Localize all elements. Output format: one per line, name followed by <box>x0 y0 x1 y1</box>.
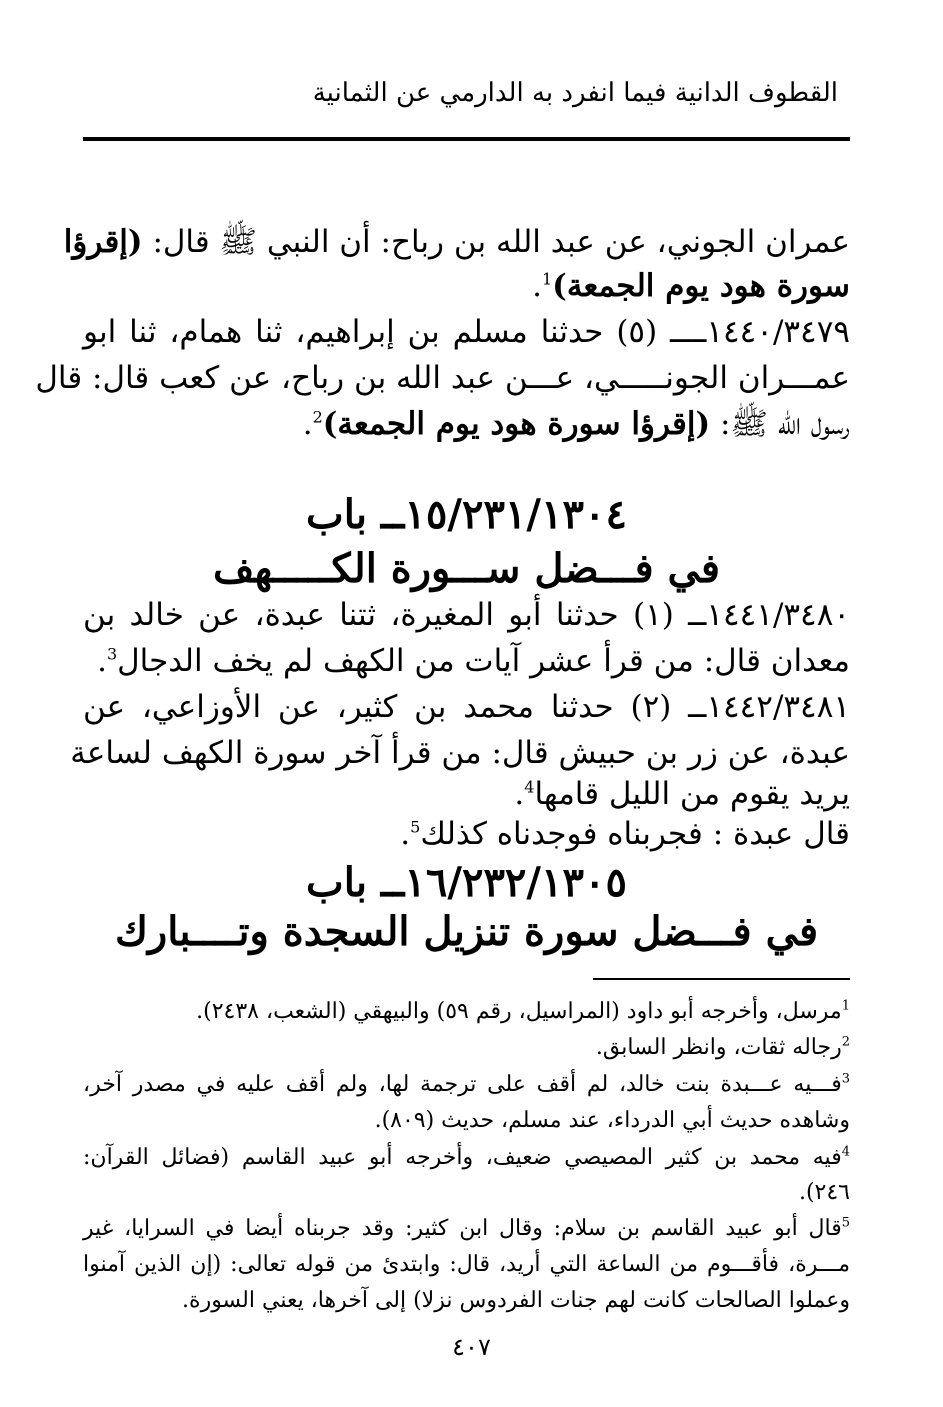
body-line-2 <box>83 264 850 308</box>
body-line-9 <box>70 731 850 775</box>
footnote-marker: 4 <box>524 777 535 797</box>
footnote-marker: 1 <box>541 269 553 289</box>
body-line-7 <box>83 639 850 683</box>
body-line-11 <box>83 812 850 856</box>
text-run: ١٤٤١/٣٤٨٠ــ (١) حدثنا أبو المغيرة، ثتنا عبدة، عن خالد بن <box>83 597 850 633</box>
footnote-4-cont <box>83 1178 850 1208</box>
footnote-text: ٢٤٦). <box>798 1180 850 1205</box>
text-run: . <box>302 406 313 442</box>
header-rule <box>83 137 850 141</box>
text-run: ١٤٤٢/٣٤٨١ــ (٢) حدثنا محمد بن كثير، عن الأوزاعي، عن <box>83 689 850 725</box>
footnote-text: رجاله ثقات، وانظر السابق. <box>595 1035 842 1060</box>
body-line-6 <box>83 593 850 637</box>
footnote-number: 4 <box>841 1144 850 1160</box>
text-run: عمـــران الجونـــــي، عـــن عبد الله بن رباح، عن كعب قال: قال <box>35 360 850 396</box>
footnote-3 <box>83 1070 850 1100</box>
chapter-title-heading: في فـــضل ســـورة الكـــــهف <box>213 545 720 592</box>
footnote-text: فيه محمد بن كثير المصيصي ضعيف، وأخرجه أبو عبيد القاسم (فضائل القرآن: <box>83 1145 842 1170</box>
running-header: القطوف الدانية فيما انفرد به الدارمي عن الثمانية <box>312 78 838 108</box>
footnote-number: 1 <box>841 998 850 1014</box>
footnote-number: 5 <box>841 1215 850 1231</box>
footnote-rule <box>593 978 850 980</box>
footnote-text: وعملوا الصالحات كانت لهم جنات الفردوس نزلا) إلى آخرها، يعني السورة. <box>182 1288 850 1313</box>
quoted-hadith: (إقرؤا <box>63 224 143 260</box>
text-run: معدان قال: من قرأ عشر آيات من الكهف لم يخف الدجال <box>117 643 850 679</box>
text-run: . <box>97 643 107 679</box>
footnote-text: مرسل، وأخرجه أبو داود (المراسيل، رقم ٥٩) والبيهقي (الشعب، ٢٤٣٨). <box>196 999 842 1024</box>
footnote-number: 2 <box>841 1034 850 1050</box>
body-line-5 <box>83 402 850 446</box>
body-line-4 <box>35 356 850 400</box>
text-run: رسول الله ﷺ: <box>710 406 850 442</box>
text-run: ١٤٤٠/٣٤٧٩ــــ (٥) حدثنا مسلم بن إبراهيم، ثنا همام، ثنا ابو <box>83 314 851 350</box>
footnote-2 <box>83 1033 850 1063</box>
footnote-5-cont <box>83 1286 850 1316</box>
text-run: قال عبدة : فجربناه فوجدناه كذلك <box>420 816 850 852</box>
footnote-marker: 3 <box>106 644 118 664</box>
text-run: . <box>400 816 411 852</box>
body-line-3 <box>83 310 850 354</box>
chapter-title-heading: في فـــضل سورة تنزيل السجدة وتــــبارك <box>114 908 819 955</box>
footnote-text: فـــيه عـــبدة بنت خالد، لم أقف على ترجمة لها، ولم أقف عليه في مصدر آخر، <box>83 1072 842 1097</box>
footnote-text: مـــرة، فأقـــوم من الساعة التي أريد، قال: وابتدئ من قوله تعالى: (إن الذين آمنوا <box>83 1252 850 1277</box>
body-line-1 <box>63 220 850 264</box>
footnote-text: قال أبو عبيد القاسم بن سلام: وقال ابن كثير: وقد جربناه أيضا في السرايا، غير <box>83 1216 842 1241</box>
body-line-8 <box>83 685 850 729</box>
footnote-marker: 5 <box>410 817 421 837</box>
chapter-number-heading: ١٦/٢٣٢/١٣٠٥ــ باب <box>306 859 627 906</box>
footnote-3-cont <box>83 1106 850 1136</box>
text-run: . <box>514 776 525 812</box>
body-line-10 <box>83 772 850 816</box>
text-run: عمران الجوني، عن عبد الله بن رباح: أن النبي ﷺ قال: <box>142 224 850 260</box>
text-run: عبدة، عن زر بن حبيش قال: من قرأ آخر سورة الكهف لساعة <box>70 735 850 771</box>
text-run: . <box>532 268 542 304</box>
chapter-number-heading: ١٥/٢٣١/١٣٠٤ــ باب <box>306 491 627 538</box>
text-run: يريد يقوم من الليل قامها <box>534 776 850 812</box>
quoted-hadith: سورة هود يوم الجمعة) <box>552 268 850 304</box>
footnote-5 <box>83 1214 850 1244</box>
footnote-5-cont <box>83 1250 850 1280</box>
quoted-hadith: (إقرؤا سورة هود يوم الجمعة) <box>322 406 711 442</box>
footnote-text: وشاهده حديث أبي الدرداء، عند مسلم، حديث (٨٠٩). <box>374 1108 850 1133</box>
footnote-4 <box>83 1143 850 1173</box>
page-number: ٤٠٧ <box>452 1333 491 1361</box>
footnote-number: 3 <box>841 1071 850 1087</box>
footnote-marker: 2 <box>312 407 323 427</box>
footnote-1 <box>83 997 850 1027</box>
